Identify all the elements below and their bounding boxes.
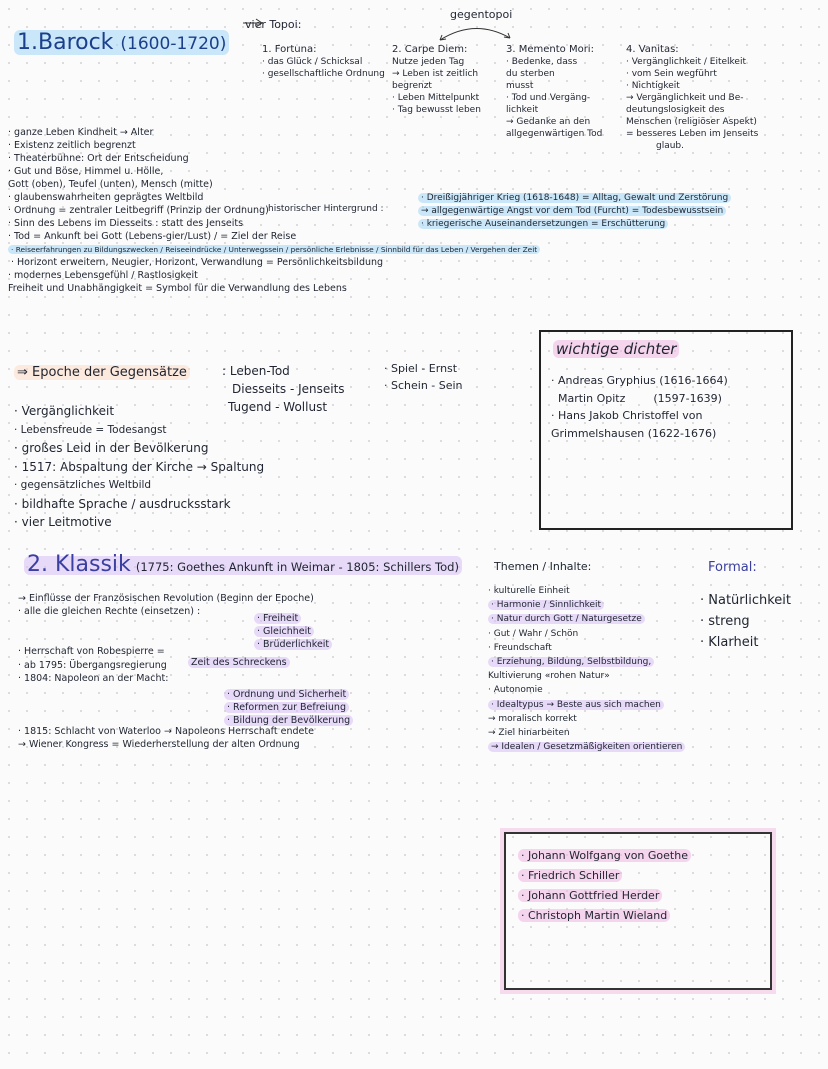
autoren-list: [518, 846, 691, 926]
rechte-list: [254, 612, 332, 651]
gegensatz: Diesseits - Jenseits: [232, 382, 345, 396]
recht-item: [254, 638, 332, 651]
topos-line: · Tag bewusst leben: [392, 105, 481, 115]
historischer-item: [418, 192, 731, 205]
thema: · kulturelle Einheit: [488, 586, 570, 596]
autor-item: [518, 906, 691, 926]
dichter-box: [539, 330, 793, 530]
formal-item: · Klarheit: [700, 635, 759, 650]
bullet: · Ordnung = zentraler Leitbegriff (Prinzip der Ordnung): [8, 205, 269, 216]
topos-line: musst: [506, 81, 534, 91]
more-item: · bildhafte Sprache / ausdrucksstark: [14, 496, 231, 511]
bullet-text: · Reiseerfahrungen zu Bildungszwecken / Reiseeindrücke / Unterwegssein / persönliche Erlebnisse / Sinnbild für das Leben / Vergehen der Zeit: [8, 245, 540, 254]
double-arrow-icon: [440, 28, 510, 40]
topos-heading: 2. Carpe Diem:: [392, 44, 468, 55]
topos-line: allgegenwärtigen Tod: [506, 129, 603, 139]
klassik-item: · alle die gleichen Rechte (einsetzen) :: [18, 606, 201, 618]
autor-text: · Friedrich Schiller: [518, 869, 622, 882]
bullet: Gott (oben), Teufel (unten), Mensch (mitte): [8, 179, 213, 190]
autor-text: · Johann Wolfgang von Goethe: [518, 849, 691, 862]
autor-item: [518, 866, 691, 886]
historischer-text: → allgegenwärtige Angst vor dem Tod (Furcht) = Todesbewusstsein: [418, 206, 726, 216]
topos-line: du sterben: [506, 69, 555, 79]
topos-heading: 1. Fortuna:: [262, 44, 317, 55]
klassik-item: · 1804: Napoleon an der Macht:: [18, 672, 169, 684]
dichter-title: wichtige dichter: [553, 340, 679, 358]
barock-more: [14, 402, 264, 532]
recht-text: · Brüderlichkeit: [254, 639, 332, 650]
napoleon-item: [224, 701, 353, 714]
bullet: [8, 243, 540, 256]
thema: [488, 698, 685, 712]
gegensaetze-label: [14, 364, 190, 382]
bullet: · Existenz zeitlich begrenzt: [8, 140, 136, 151]
topos-line: → Leben ist zeitlich: [392, 69, 479, 79]
more-item: · vier Leitmotive: [14, 515, 112, 529]
napoleon-item: [224, 688, 353, 701]
autoren-box: [504, 832, 772, 990]
thema: · Autonomie: [488, 685, 543, 696]
more-item: · 1517: Abspaltung der Kirche → Spaltung: [14, 459, 265, 474]
thema: → moralisch korrekt: [488, 713, 577, 724]
more-item: · Lebensfreude = Todesangst: [14, 423, 167, 436]
recht-item: [254, 612, 332, 625]
topos-carpe-diem: [392, 44, 481, 116]
thema-text: → Idealen / Gesetzmäßigkeiten orientieren: [488, 742, 685, 752]
topos-line: · Nichtigkeit: [626, 81, 680, 91]
gegensaetze-right: [384, 360, 463, 394]
klassik-title: 2. Klassik: [27, 552, 131, 577]
themen-title: Themen / Inhalte:: [494, 560, 592, 573]
thema: [488, 740, 685, 754]
thema: [488, 612, 685, 626]
dichter-item: Grimmelshausen (1622-1676): [551, 426, 717, 440]
gegensatz: : Leben-Tod: [222, 364, 290, 378]
thema: → Ziel hinarbeiten: [488, 728, 570, 739]
bullet: · Gut und Böse, Himmel u. Hölle,: [8, 166, 164, 177]
arrowhead-icon: [440, 33, 510, 40]
vier-topoi-label: vier Topoi:: [245, 18, 302, 31]
topos-heading: 3. Memento Mori:: [506, 44, 594, 55]
klassik-heading: [24, 552, 462, 577]
topos-line: → Vergänglichkeit und Be-: [626, 93, 744, 103]
topos-line: Nutze jeden Tag: [392, 57, 465, 67]
themen-list: [488, 584, 685, 754]
barock-dates: (1600-1720): [120, 34, 227, 54]
bullet: · Sinn des Lebens im Diesseits : statt des Jenseits: [8, 218, 244, 229]
dichter-list: [551, 372, 728, 442]
formal-title: Formal:: [708, 560, 757, 575]
napoleon-text: · Ordnung und Sicherheit: [224, 689, 349, 700]
klassik-item: → Wiener Kongress = Wiederherstellung der alten Ordnung: [18, 739, 300, 751]
gegentopoi-label: gegentopoi: [450, 8, 513, 21]
topos-line: · vom Sein wegführt: [626, 69, 717, 79]
bullet: · ganze Leben Kindheit → Alter: [8, 127, 154, 138]
dichter-item: Martin Opitz (1597-1639): [551, 391, 722, 405]
historischer-text: · Dreißigjähriger Krieg (1618-1648) = Alltag, Gewalt und Zerstörung: [418, 193, 731, 203]
more-item: · großes Leid in der Bevölkerung: [14, 441, 209, 455]
klassik-item: · ab 1795: Übergangsregierung: [18, 659, 167, 671]
recht-item: [254, 625, 332, 638]
thema: · Freundschaft: [488, 642, 552, 653]
thema-text: · Natur durch Gott / Naturgesetze: [488, 614, 645, 624]
formal-list: [700, 590, 791, 653]
topos-line: · gesellschaftliche Ordnung: [262, 69, 385, 79]
thema: [488, 655, 685, 669]
recht-text: · Freiheit: [254, 613, 301, 624]
autor-text: · Christoph Martin Wieland: [518, 909, 670, 922]
topos-line: = besseres Leben im Jenseits: [626, 129, 759, 139]
autor-item: [518, 886, 691, 906]
bullet: · glaubenswahrheiten geprägtes Weltbild: [8, 192, 204, 203]
topos-line: deutungslosigkeit des: [626, 105, 725, 115]
klassik-item: · Herrschaft von Robespierre =: [18, 646, 165, 658]
schrecken-wrap: [188, 657, 290, 668]
napoleon-text: · Reformen zur Befreiung: [224, 702, 349, 713]
historischer-item: [418, 205, 731, 218]
autor-text: · Johann Gottfried Herder: [518, 889, 662, 902]
bullet: Freiheit und Unabhängigkeit = Symbol für die Verwandlung des Lebens: [8, 283, 347, 294]
autor-item: [518, 846, 691, 866]
dichter-item: · Hans Jakob Christoffel von: [551, 409, 703, 422]
topos-line: · Leben Mittelpunkt: [392, 93, 480, 103]
topos-line: lichkeit: [506, 105, 539, 115]
gegensatz: · Schein - Sein: [384, 379, 463, 392]
more-item: · Vergänglichkeit: [14, 404, 115, 418]
bullet: · Tod = Ankunft bei Gott (Lebens-gier/Lust) / = Ziel der Reise: [8, 231, 297, 242]
formal-item: · streng: [700, 614, 750, 629]
historischer-label: historischer Hintergrund :: [268, 204, 384, 214]
barock-heading: [14, 30, 229, 55]
topos-line: · Vergänglichkeit / Eitelkeit: [626, 57, 746, 67]
napoleon-text: · Bildung der Bevölkerung: [224, 715, 353, 726]
thema-text: · Idealtypus → Beste aus sich machen: [488, 700, 664, 710]
dichter-item: · Andreas Gryphius (1616-1664): [551, 374, 728, 387]
more-item: · gegensätzliches Weltbild: [14, 479, 152, 491]
thema-text: · Erziehung, Bildung, Selbstbildung,: [488, 657, 654, 667]
dichter-title-wrap: [553, 340, 679, 358]
topos-line: · Bedenke, dass: [506, 57, 578, 67]
thema: · Gut / Wahr / Schön: [488, 628, 579, 639]
topos-heading: 4. Vanitas:: [626, 44, 679, 55]
napoleon-list: [224, 688, 353, 727]
bullet: [8, 256, 540, 269]
napoleon-item: [224, 714, 353, 727]
gegensatz: · Spiel - Ernst: [384, 362, 458, 375]
topos-line: begrenzt: [392, 81, 432, 91]
recht-text: · Gleichheit: [254, 626, 314, 637]
schrecken-text: Zeit des Schreckens: [188, 657, 290, 668]
gegensatz: Tugend - Wollust: [228, 400, 328, 414]
klassik-item: → Einflüsse der Französischen Revolution (Beginn der Epoche): [18, 593, 314, 604]
bullet: · modernes Lebensgefühl / Rastlosigkeit: [8, 270, 198, 281]
topos-line: glaub.: [656, 141, 685, 151]
topos-fortuna: [262, 44, 385, 80]
bullet: · Theaterbühne: Ort der Entscheidung: [8, 153, 189, 164]
thema: Kultivierung «rohen Natur»: [488, 671, 610, 682]
topos-vanitas: [626, 44, 758, 152]
topos-line: → Gedanke an den: [506, 117, 591, 127]
historischer-text: · kriegerische Auseinandersetzungen = Erschütterung: [418, 219, 668, 229]
gegensaetze-text: ⇒ Epoche der Gegensätze: [14, 365, 190, 380]
topos-line: · Tod und Vergäng-: [506, 93, 591, 103]
thema-text: · Harmonie / Sinnlichkeit: [488, 600, 604, 610]
topos-line: Menschen (religiöser Aspekt): [626, 117, 757, 127]
topos-line: · das Glück / Schicksal: [262, 57, 363, 67]
klassik-dates: (1775: Goethes Ankunft in Weimar - 1805: Schillers Tod): [135, 560, 459, 574]
klassik-item: · 1815: Schlacht von Waterloo → Napoleons Herrschaft endete: [18, 726, 314, 738]
historischer-item: [418, 218, 731, 231]
historischer-list: [418, 192, 731, 231]
barock-title: 1.Barock: [17, 30, 114, 55]
formal-item: · Natürlichkeit: [700, 593, 792, 608]
thema: [488, 598, 685, 612]
bullet-text: · Horizont erweitern, Neugier, Horizont, Verwandlung = Persönlichkeitsbildung: [11, 257, 384, 268]
